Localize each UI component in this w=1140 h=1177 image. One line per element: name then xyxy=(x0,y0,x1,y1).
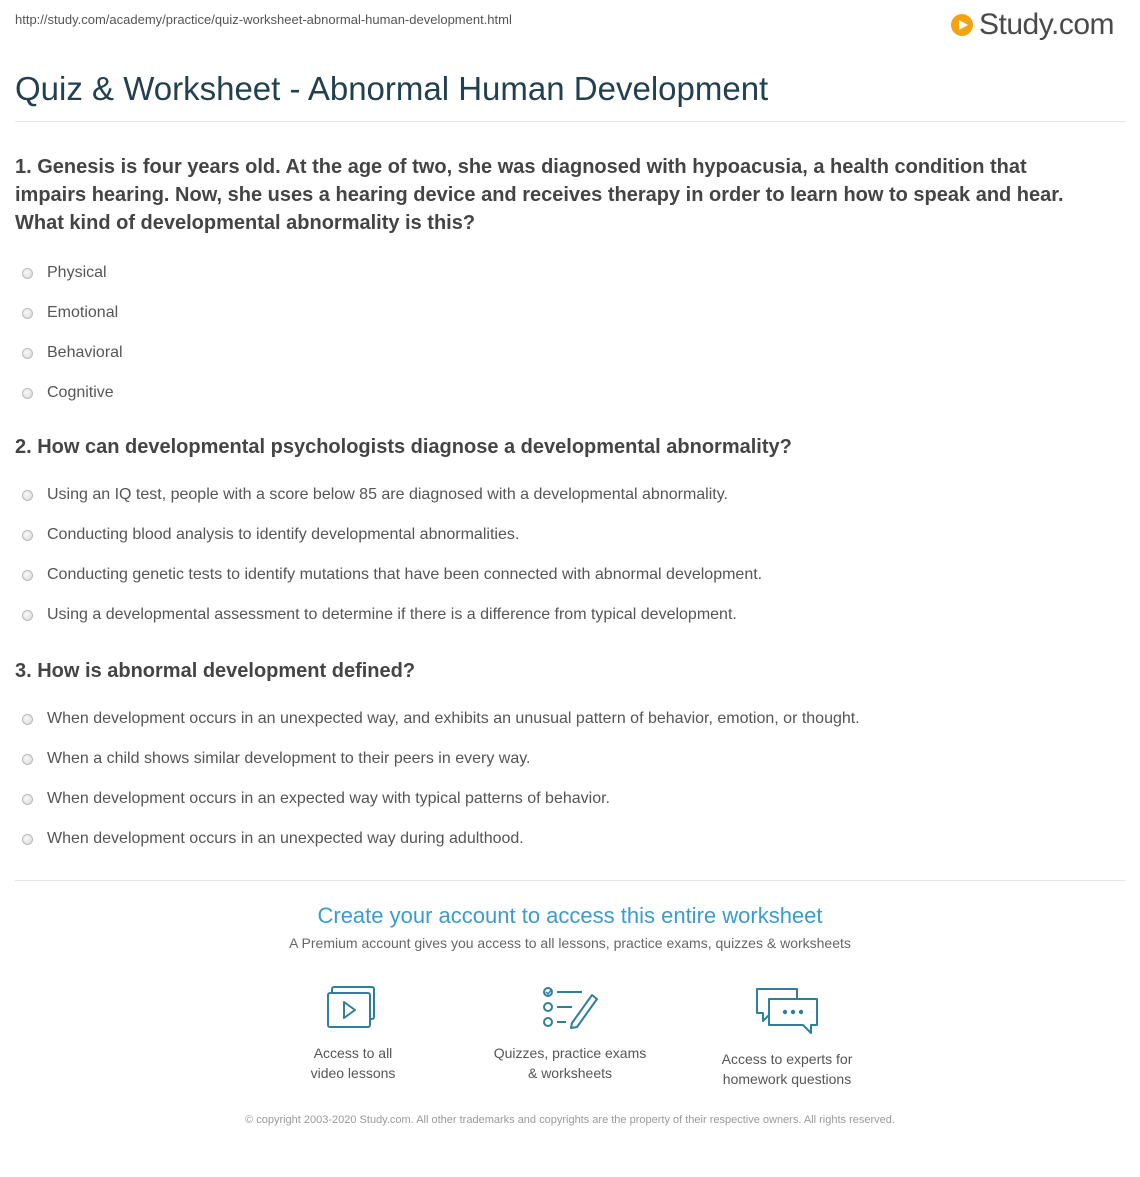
radio-button[interactable] xyxy=(22,754,33,765)
study-logo[interactable] xyxy=(951,8,1114,42)
option-label: Conducting genetic tests to identify mutations that have been connected with abnormal development. xyxy=(47,566,763,583)
radio-button[interactable] xyxy=(22,834,33,845)
play-logo-icon xyxy=(951,14,973,36)
answer-option[interactable] xyxy=(15,819,1100,859)
answer-option[interactable] xyxy=(15,293,1100,333)
radio-button[interactable] xyxy=(22,268,33,279)
feature-quizzes xyxy=(462,985,679,1089)
answer-option[interactable] xyxy=(15,555,1100,595)
feature-experts xyxy=(679,985,896,1089)
radio-button[interactable] xyxy=(22,570,33,581)
answer-option[interactable] xyxy=(15,739,1100,779)
page-title: Quiz & Worksheet - Abnormal Human Development xyxy=(15,70,769,107)
radio-button[interactable] xyxy=(22,308,33,319)
option-label: When development occurs in an unexpected way, and exhibits an unusual pattern of behavior, emotion, or thought. xyxy=(47,710,860,727)
signup-cta xyxy=(0,903,1140,951)
premium-features xyxy=(0,985,1140,1089)
logo-text: Study.com xyxy=(979,8,1114,41)
question-text: 2. How can developmental psychologists diagnose a developmental abnormality? xyxy=(15,436,792,458)
cta-subtitle: A Premium account gives you access to all lessons, practice exams, quizzes & worksheets xyxy=(289,935,851,951)
option-label: Using an IQ test, people with a score below 85 are diagnosed with a developmental abnormality. xyxy=(47,486,728,503)
divider xyxy=(15,121,1125,122)
feature-label-line2: & worksheets xyxy=(527,1065,613,1081)
chat-bubbles-icon xyxy=(755,985,819,1035)
feature-label-line2: homework questions xyxy=(722,1071,852,1087)
feature-label-line1: Access to experts for xyxy=(721,1051,853,1067)
copyright-footer xyxy=(0,1112,1140,1129)
answer-option[interactable] xyxy=(15,595,1100,635)
page-url: http://study.com/academy/practice/quiz-worksheet-abnormal-human-development.html xyxy=(15,12,512,27)
radio-button[interactable] xyxy=(22,348,33,359)
answer-option[interactable] xyxy=(15,333,1100,373)
answer-option[interactable] xyxy=(15,475,1100,515)
radio-button[interactable] xyxy=(22,490,33,501)
question-text: 1. Genesis is four years old. At the age of two, she was diagnosed with hypoacusia, a health condition that impairs hearing. Now, she uses a hearing device and receives therapy in order to learn how to speak and hear. What kind of developmental abnormality is this? xyxy=(15,156,1064,234)
question-1 xyxy=(15,153,1100,413)
answer-option[interactable] xyxy=(15,373,1100,413)
option-label: Conducting blood analysis to identify developmental abnormalities. xyxy=(47,526,520,543)
question-text: 3. How is abnormal development defined? xyxy=(15,660,416,682)
option-label: Physical xyxy=(47,264,107,281)
option-label: When development occurs in an unexpected way during adulthood. xyxy=(47,830,524,847)
quiz-checklist-icon xyxy=(542,985,598,1029)
radio-button[interactable] xyxy=(22,388,33,399)
feature-label-line1: Quizzes, practice exams xyxy=(493,1045,647,1061)
cta-title-link[interactable]: Create your account to access this entire worksheet xyxy=(317,903,823,928)
option-label: When development occurs in an expected way with typical patterns of behavior. xyxy=(47,790,610,807)
question-3 xyxy=(15,657,1100,859)
divider xyxy=(15,880,1125,881)
radio-button[interactable] xyxy=(22,714,33,725)
feature-label-line2: video lessons xyxy=(310,1065,396,1081)
answer-option[interactable] xyxy=(15,515,1100,555)
option-label: Behavioral xyxy=(47,344,123,361)
answer-option[interactable] xyxy=(15,253,1100,293)
option-label: Emotional xyxy=(47,304,119,321)
answer-option[interactable] xyxy=(15,699,1100,739)
video-lesson-icon xyxy=(327,985,379,1029)
option-label: Using a developmental assessment to determine if there is a difference from typical development. xyxy=(47,606,737,623)
option-label: When a child shows similar development to their peers in every way. xyxy=(47,750,531,767)
radio-button[interactable] xyxy=(22,610,33,621)
copyright-text: © copyright 2003-2020 Study.com. All other trademarks and copyrights are the property of their respective owners. All rights reserved. xyxy=(245,1114,895,1126)
answer-option[interactable] xyxy=(15,779,1100,819)
radio-button[interactable] xyxy=(22,530,33,541)
radio-button[interactable] xyxy=(22,794,33,805)
feature-label-line1: Access to all xyxy=(313,1045,393,1061)
option-label: Cognitive xyxy=(47,384,114,401)
question-2 xyxy=(15,433,1100,635)
feature-video-lessons xyxy=(245,985,462,1089)
